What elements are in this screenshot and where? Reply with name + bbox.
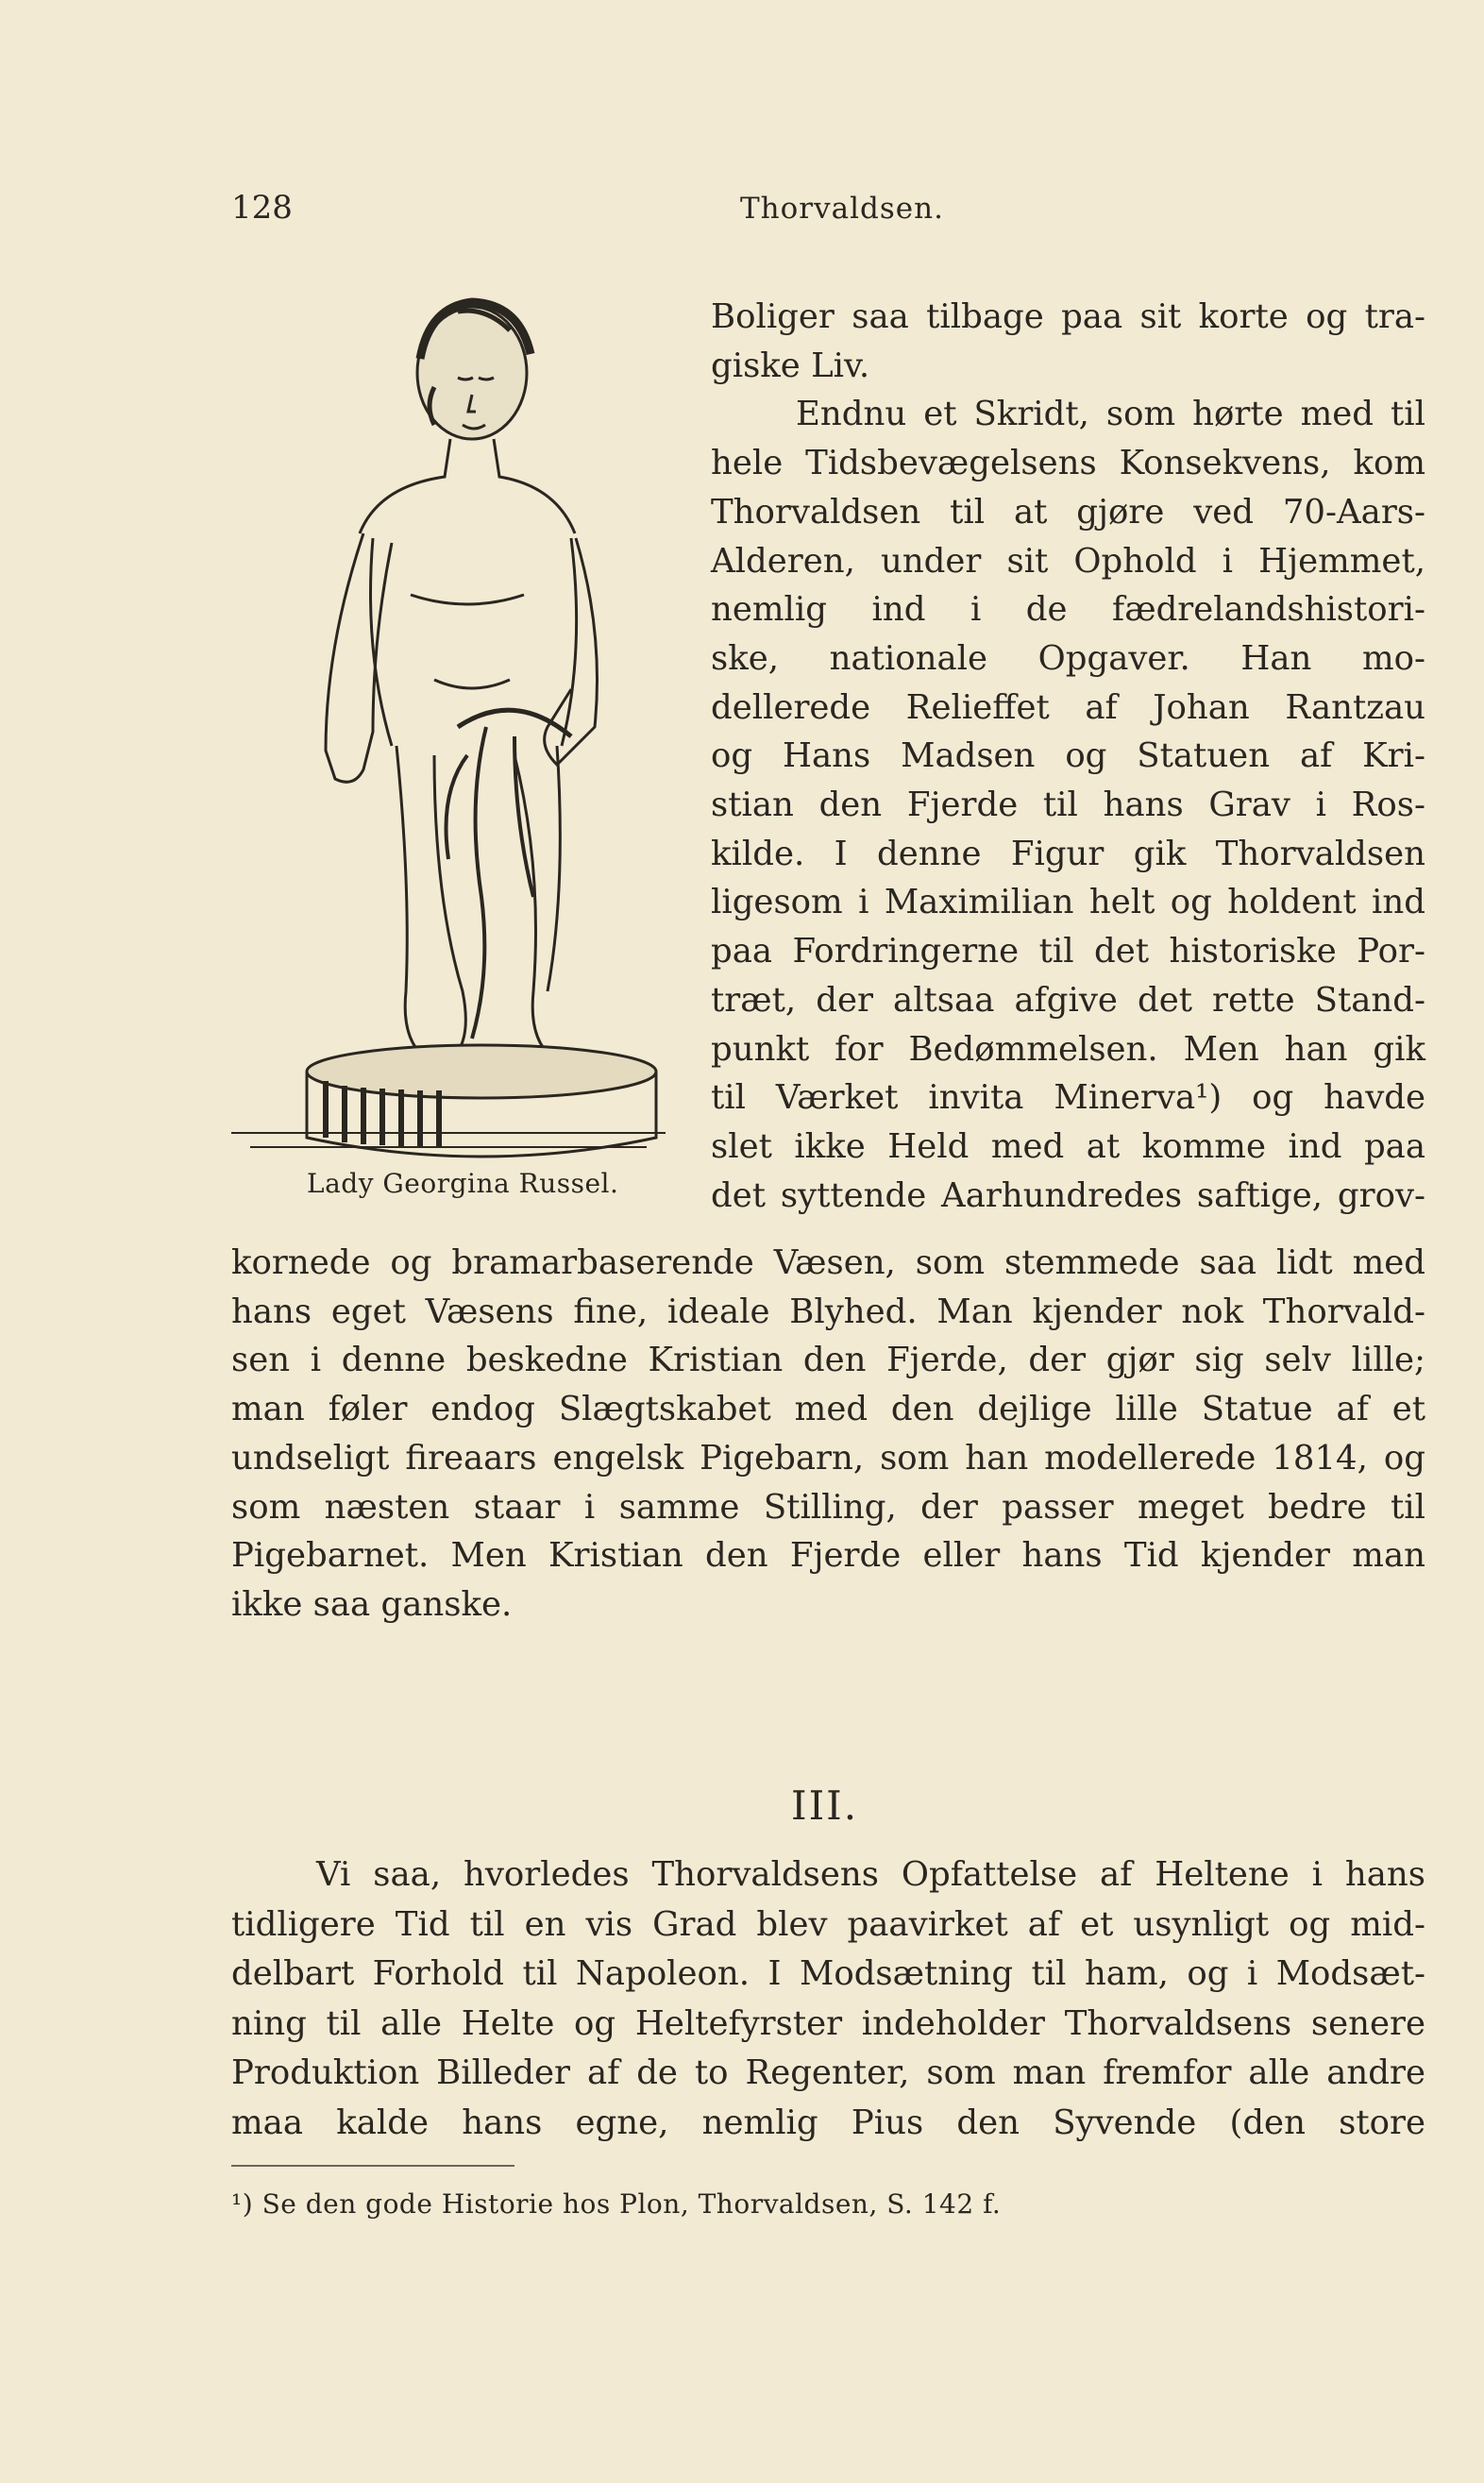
text-line: stian den Fjerde til hans Grav i Ros- [711,785,1425,825]
text-line: Vi saa, hvorledes Thorvaldsens Opfattelse af Heltene i hans [316,1855,1425,1894]
footnote [231,2188,1001,2220]
text-line: Pigebarnet. Men Kristian den Fjerde eller hans Tid kjender man [231,1536,1425,1576]
text-line: hele Tidsbevægelsens Konsekvens, kom [711,444,1425,483]
text-line: det syttende Aarhundredes saftige, grov- [711,1175,1425,1215]
text-line: Boliger saa tilbage paa sit korte og tra- [711,297,1425,336]
text-line: nemlig ind i de fædrelandshistori- [711,590,1425,630]
text-line: ning til alle Helte og Heltefyrster indeholder Thorvaldsens senere [231,2003,1425,2043]
text-line: ligesom i Maximilian helt og holdent ind [711,883,1425,922]
text-line: Alderen, under sit Ophold i Hjemmet, [711,541,1425,581]
footnote-rule [231,2165,514,2167]
figure-caption: Lady Georgina Russel. [307,1168,619,1199]
text-line: slet ikke Held med at komme ind paa [711,1126,1425,1166]
text-line: kilde. I denne Figur gik Thorvaldsen [711,834,1425,873]
text-line: paa Fordringerne til det historiske Por- [711,932,1425,971]
statue-engraving [231,283,666,1161]
text-line: man føler endog Slægtskabet med den dejlige lille Statue af et [231,1390,1425,1429]
text-line: maa kalde hans egne, nemlig Pius den Syvende (den store [231,2103,1425,2142]
text-line: og Hans Madsen og Statuen af Kri- [711,736,1425,776]
running-title: Thorvaldsen. [740,192,944,226]
text-line: hans eget Væsens fine, ideale Blyhed. Man kjender nok Thorvald- [231,1292,1425,1331]
text-line: til Værket invita Minerva¹) og havde [711,1078,1425,1118]
text-line: Thorvaldsen til at gjøre ved 70-Aars- [711,492,1425,532]
footnote-marker: ¹) [231,2188,254,2220]
text-line: Produktion Billeder af de to Regenter, som man fremfor alle andre [231,2053,1425,2092]
text-line: undseligt fireaars engelsk Pigebarn, som han modellerede 1814, og [231,1438,1425,1478]
text-line: ikke saa ganske. [231,1584,513,1624]
text-line: dellerede Relieffet af Johan Rantzau [711,687,1425,727]
section-heading: III. [791,1782,859,1829]
text-line: træt, der altsaa afgive det rette Stand- [711,980,1425,1020]
section-paragraph [231,1850,1425,2148]
text-line: delbart Forhold til Napoleon. I Modsætning til ham, og i Modsæt- [231,1954,1425,1993]
text-line: sen i denne beskedne Kristian den Fjerde, der gjør sig selv lille; [231,1341,1425,1380]
text-line: ske, nationale Opgaver. Han mo- [711,638,1425,678]
text-line: som næsten staar i samme Stilling, der passer meget bedre til [231,1487,1425,1527]
text-line: Endnu et Skridt, som hørte med til [796,395,1425,434]
footnote-text: Se den gode Historie hos Plon, Thorvaldsen, S. 142 f. [261,2188,1002,2220]
full-paragraph [231,1239,1425,1630]
text-line: tidligere Tid til en vis Grad blev paavirket af et usynligt og mid- [231,1904,1425,1944]
text-line: giske Liv. [711,346,870,385]
page-number: 128 [231,189,293,227]
text-line: punkt for Bedømmelsen. Men han gik [711,1029,1425,1069]
text-line: kornede og bramarbaserende Væsen, som stemmede saa lidt med [231,1243,1425,1282]
column-paragraph [711,293,1425,1220]
